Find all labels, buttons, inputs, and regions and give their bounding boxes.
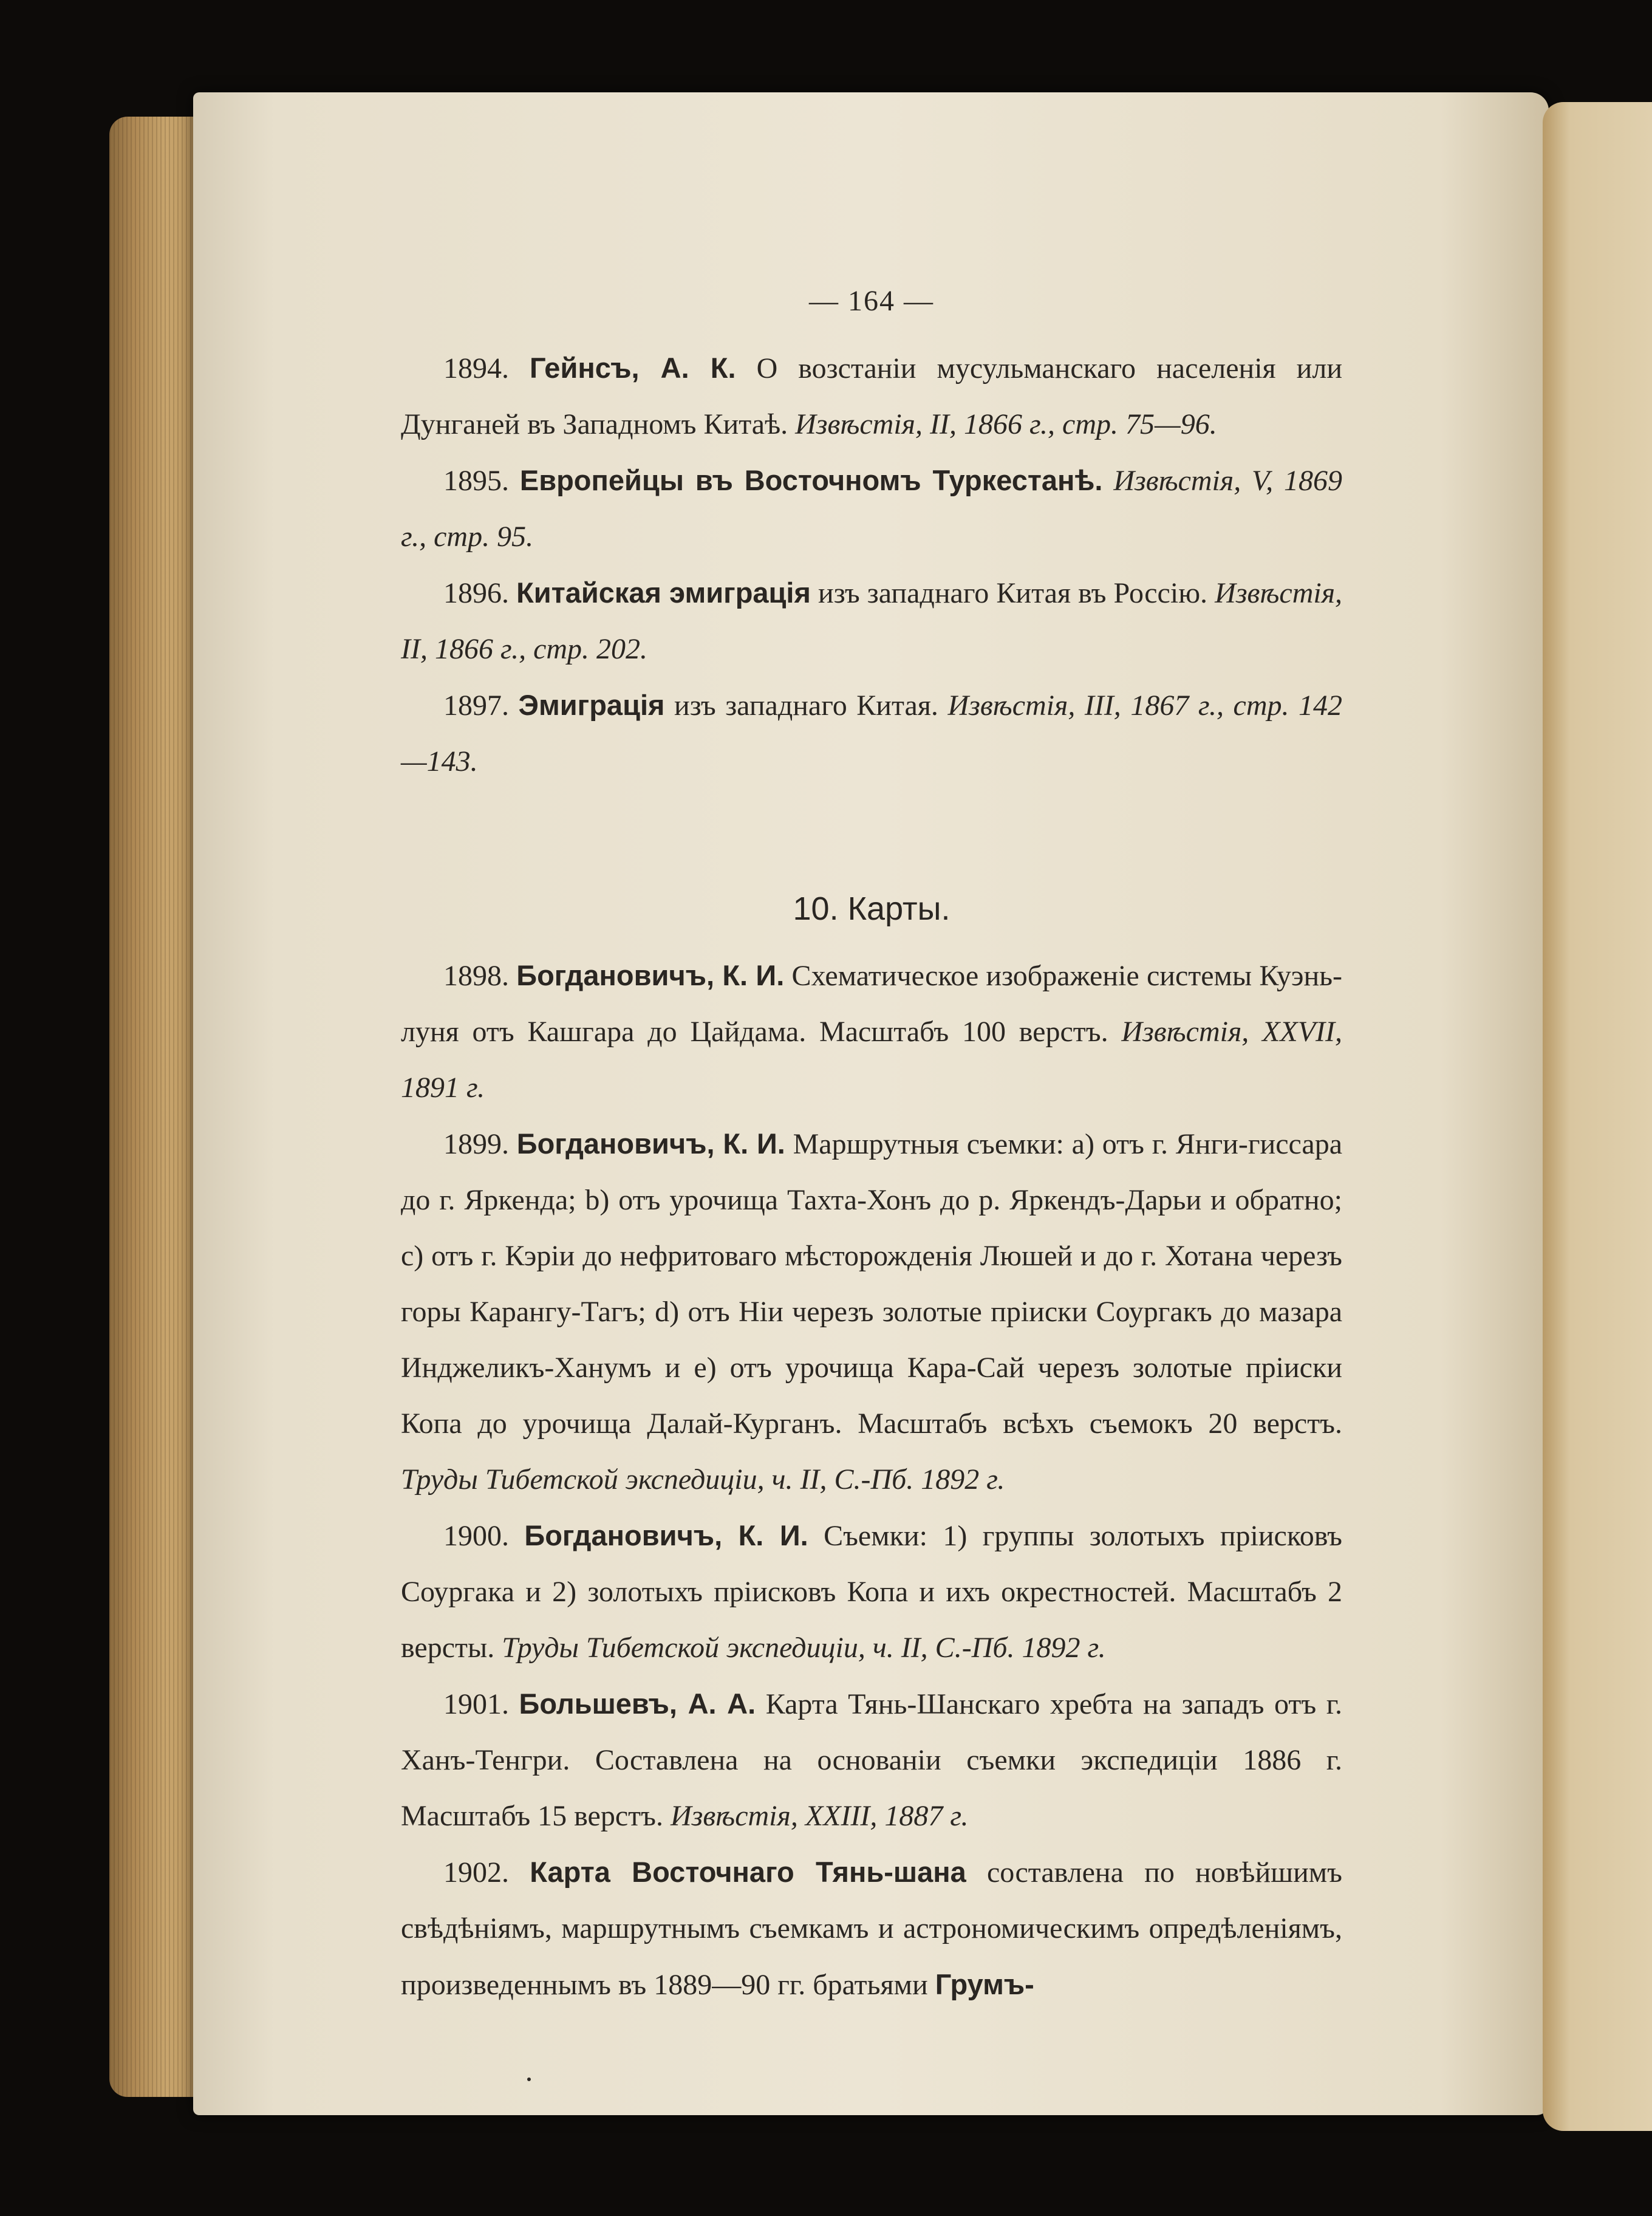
entry-number: 1902. bbox=[443, 1856, 509, 1889]
entry-body: Схематическое изображеніе системы Куэнь-луня отъ Кашгара до Цайдама. Масштабъ 100 верстъ. bbox=[401, 960, 1343, 1048]
entry-author: Гейнсъ, А. К. bbox=[530, 352, 736, 384]
entry-author-continued: Грумъ- bbox=[935, 1968, 1034, 2000]
entry-number: 1900. bbox=[443, 1520, 509, 1552]
entry-number: 1901. bbox=[443, 1688, 509, 1720]
entry-source: Извѣстія, III, 1867 г., стр. 142—143. bbox=[401, 689, 1343, 778]
entry-source: Извѣстія, V, 1869 г., стр. 95. bbox=[401, 465, 1343, 553]
entry-author: Европейцы въ Восточномъ Туркестанѣ. bbox=[519, 464, 1103, 496]
entry-source: Извѣстія, II, 1866 г., стр. 75—96. bbox=[795, 408, 1217, 440]
entry-body: Съемки: 1) группы золотыхъ пріисковъ Соургака и 2) золотыхъ пріисковъ Копа и ихъ окрестностей. Масштабъ 2 версты. bbox=[401, 1520, 1342, 1664]
entry-author: Богдановичъ, К. И. bbox=[516, 1127, 785, 1160]
entry-number: 1898. bbox=[443, 960, 509, 992]
entry-author: Карта Восточнаго Тянь-шана bbox=[530, 1856, 966, 1888]
entry-1897 bbox=[401, 677, 1342, 790]
page-text bbox=[401, 273, 1342, 2013]
entry-source: Извѣстія, XXVII, 1891 г. bbox=[401, 1016, 1343, 1104]
page-number: — 164 — bbox=[809, 285, 934, 317]
ink-speck bbox=[527, 2078, 531, 2081]
entry-author: Китайская эмиграція bbox=[516, 576, 811, 609]
entry-1898 bbox=[401, 948, 1342, 1116]
entry-body: Карта Тянь-Шанскаго хребта на западъ отъ г. Ханъ-Тенгри. Составлена на основаніи съемки экспедиціи 1886 г. Масштабъ 15 верстъ. bbox=[401, 1688, 1343, 1832]
next-page-edge bbox=[1543, 102, 1652, 2131]
entry-body: Маршрутныя съемки: a) отъ г. Янги-гиссара до г. Яркенда; b) отъ урочища Тахта-Хонъ до р. Яркендъ-Дарьи и обратно; c) отъ г. Кэріи до нефритоваго мѣсторожденія Люшей и до г. Хотана черезъ горы Карангу-Тагъ; d) отъ Ніи черезъ золотые пріиски Соургакъ до мазара Инджеликъ-Ханумъ и e) отъ урочища Кара-Сай черезъ золотые пріиски Копа до урочища Далай-Курганъ. Масштабъ всѣхъ съемокъ 20 верстъ. bbox=[401, 1128, 1343, 1440]
entry-number: 1895. bbox=[443, 465, 509, 497]
entry-body: изъ западнаго Китая въ Россію. bbox=[818, 577, 1208, 609]
entry-body: изъ западнаго Китая. bbox=[674, 689, 938, 722]
entry-source: Труды Тибетской экспедиціи, ч. II, С.-Пб. 1892 г. bbox=[401, 1463, 1005, 1496]
entries-after bbox=[401, 948, 1342, 2013]
entry-author: Богдановичъ, К. И. bbox=[516, 959, 785, 991]
entry-source: Извѣстія, II, 1866 г., стр. 202. bbox=[401, 577, 1343, 665]
entry-1902 bbox=[401, 1844, 1342, 2013]
entry-1894 bbox=[401, 340, 1342, 453]
entry-1901 bbox=[401, 1676, 1342, 1844]
entry-body: составлена по новѣйшимъ свѣдѣніямъ, маршрутнымъ съемкамъ и астрономическимъ опредѣленіямъ, произведеннымъ въ 1889—90 гг. братьями bbox=[401, 1856, 1342, 2001]
entry-number: 1899. bbox=[443, 1128, 509, 1160]
entry-body: О возстаніи мусульманскаго населенія или Дунганей въ Западномъ Китаѣ. bbox=[401, 352, 1342, 440]
entry-number: 1896. bbox=[443, 577, 509, 609]
entry-author: Богдановичъ, К. И. bbox=[524, 1519, 808, 1551]
entry-1900 bbox=[401, 1508, 1342, 1676]
section-heading: 10. Карты. bbox=[793, 891, 951, 927]
entry-number: 1897. bbox=[443, 689, 509, 722]
entry-author: Большевъ, А. А. bbox=[519, 1688, 756, 1720]
entry-author: Эмиграція bbox=[518, 689, 665, 721]
entry-number: 1894. bbox=[443, 352, 509, 385]
entry-source: Извѣстія, XXIII, 1887 г. bbox=[670, 1800, 969, 1832]
entries-before bbox=[401, 340, 1342, 790]
entry-1895 bbox=[401, 453, 1342, 565]
entry-source: Труды Тибетской экспедиціи, ч. II, С.-Пб. 1892 г. bbox=[502, 1632, 1106, 1664]
entry-1899 bbox=[401, 1116, 1342, 1508]
entry-1896 bbox=[401, 565, 1342, 677]
